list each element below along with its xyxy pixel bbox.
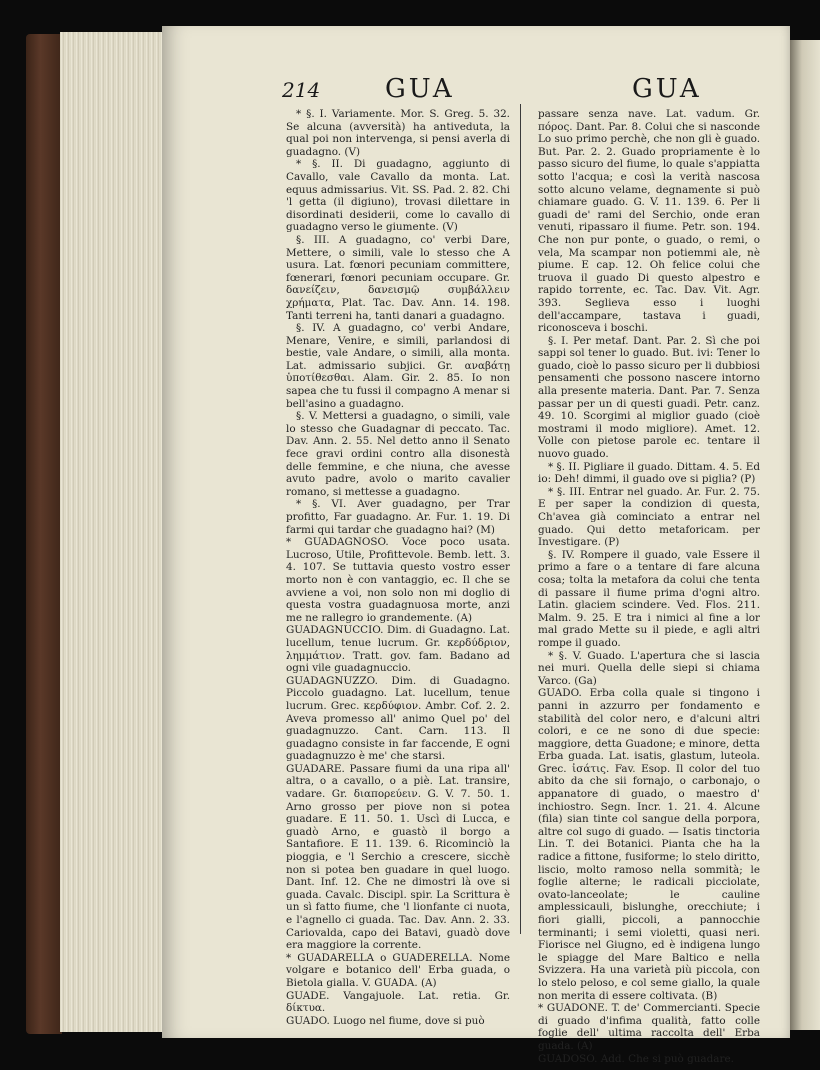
dictionary-entry: GUADE. Vangajuole. Lat. retia. Gr. δίκτυα. xyxy=(286,989,510,1015)
dictionary-entry: * §. II. Di guadagno, aggiunto di Cavallo, vale Cavallo da monta. Lat. equus admissarius. Vit. SS. Pad. 2. 82. Chi 'l getta (il digiuno), trovasi dilettare in disordinati desiderii, come lo cavallo di guadagno verso le giumente. (V) xyxy=(286,158,510,234)
dictionary-entry: GUADARE. Passare fiumi da una ripa all' altra, o a cavallo, o a piè. Lat. transire, vadare. Gr. διαπορεύειν. G. V. 7. 50. 1. Arno grosso per piove non si potea guadare. E 11. 50. 1. Uscì di Lucca, e guadò Arno, e guastò il borgo a Santafiore. E 11. 139. 6. Ricominciò la pioggia, e 'l Serchio a crescere, sicchè non si potea ben guadare in quel luogo. Dant. Inf. 12. Che ne dimostri là ove si guada. Cavalc. Discipl. spir. La Scrittura è un sì fatto fiume, che 'l lionfante ci nuota, e l'agnello ci guada. Tac. Dav. Ann. 2. 33. Cariovalda, capo dei Batavi, guadò dove era maggiore la corrente. xyxy=(286,762,510,952)
left-running-head: GUA xyxy=(385,74,455,104)
dictionary-entry: GUADO. Erba colla quale si tingono i panni in azzurro per fondamento e stabilità del color nero, e d'alcuni altri colori, e ce ne sono di due specie: maggiore, detta Guadone; e minore, detta Erba guada. Lat. isatis, glastum, luteola. Grec. ἰσάτις. Fav. Esop. Il color del tuo abito da che sii fornajo, o carbonajo, o appanatore di guado, o maestro d' inchiostro. Segn. Incr. 1. 21. 4. Alcune (fila) sian tinte col sangue della porpora, altre col sugo di guado. — Isatis tinctoria Lin. T. dei Botanici. Pianta che ha la radice a fittone, fusiforme; lo stelo diritto, liscio, molto ramoso nella sommità; le foglie alterne; le radicali picciolate, ovato-lanceolate; le cauline amplessicauli, bislunghe, orecchiute; i fiori gialli, piccoli, a pannocchie terminanti; i semi violetti, quasi neri. Fiorisce nel Giugno, ed è indigena lungo le spiagge del Mare Baltico e nella Svizzera. Ha una varietà più piccola, con lo stelo peloso, e col seme giallo, la quale non merita di essere coltivata. (B) xyxy=(538,687,760,1002)
dictionary-entry: * §. V. Guado. L'apertura che si lascia nei muri. Quella delle siepi si chiama Varco. (Ga) xyxy=(538,649,760,687)
dictionary-entry: * GUADARELLA o GUADERELLA. Nome volgare e botanico dell' Erba guada, o Bietola gialla. V. GUADA. (A) xyxy=(286,951,510,989)
dictionary-entry: GUADAGNUZZO. Dim. di Guadagno. Piccolo guadagno. Lat. lucellum, tenue lucrum. Grec. κερδύφιον. Ambr. Cof. 2. 2. Aveva promesso all' animo Quel po' del guadagnuzzo. Cant. Carn. 113. Il guadagno consiste in far faccende, E ogni guadagnuzzo è me' che starsi. xyxy=(286,674,510,763)
page-number: 214 xyxy=(282,78,321,102)
right-column xyxy=(538,108,760,1065)
dictionary-entry: * GUADONE. T. de' Commercianti. Specie di guado d'infima qualità, fatto colle foglie dell' ultima raccolta dell' Erba guada. (A) xyxy=(538,1002,760,1052)
page-edges xyxy=(60,32,168,1032)
dictionary-entry: §. IV. Rompere il guado, vale Essere il primo a fare o a tentare di fare alcuna cosa; tolta la metafora da colui che tenta di passare il fiume prima d'ogni altro. Latin. glaciem scindere. Ved. Flos. 211. Malm. 9. 25. E tra i nimici al fine a lor mal grado Mette su il piede, e agli altri rompe il guado. xyxy=(538,548,760,649)
dictionary-entry: passare senza nave. Lat. vadum. Gr. πόρος. Dant. Par. 8. Colui che si nasconde Lo suo primo perchè, che non gli è guado. But. Par. 2. 2. Guado propriamente è lo passo sicuro del fiume, lo quale s'appiatta sotto l'acqua; e così la verità nascosa sotto alcuno velame, degnamente si può chiamare guado. G. V. 11. 139. 6. Per li guadi de' rami del Serchio, onde eran venuti, ripassaro il fiume. Petr. son. 194. Che non pur ponte, o guado, o remi, o vela, Ma scampar non potiemmi ale, nè piume. E cap. 12. Oh felice colui che truova il guado Di questo alpestro e rapido torrente, ec. Tac. Dav. Vit. Agr. 393. Seglieva esso i luoghi dell'accampare, tastava i guadi, riconosceva i boschi. xyxy=(538,108,760,335)
dictionary-entry: §. IV. A guadagno, co' verbi Andare, Menare, Venire, e simili, parlandosi di bestie, vale Andare, o simili, alla monta. Lat. admissario subjici. Gr. αναβάτῃ ὑποτίθεσθαι. Alam. Gir. 2. 85. Io non sapea che tu fussi il compagno A menar si bell'asino a guadagno. xyxy=(286,322,510,410)
left-column xyxy=(286,108,510,1027)
dictionary-entry: §. III. A guadagno, co' verbi Dare, Mettere, o simili, vale lo stesso che A usura. Lat. fœnori pecuniam committere, fœnerari, fœnori pecuniam occupare. Gr. δανείζειν, δανεισμῷ συμβάλλειν χρήματα, Plat. Tac. Dav. Ann. 14. 198. Tanti terreni ha, tanti danari a guadagno. xyxy=(286,233,510,322)
dictionary-entry: §. I. Per metaf. Dant. Par. 2. Sì che poi sappi sol tener lo guado. But. ivi: Tener lo guado, cioè lo passo sicuro per li dubbiosi pensamenti che possono nascere intorno alla presente materia. Dant. Par. 7. Senza passar per un di questi guadi. Petr. canz. 49. 10. Scorgimi al miglior guado (cioè mostrami il modo migliore). Amet. 12. Volle con pietose parole ec. tentare il nuovo guado. xyxy=(538,334,760,461)
dictionary-entry: GUADOSO. Add. Che si può guadare. xyxy=(538,1052,734,1065)
dictionary-entry: GUADO. Luogo nel fiume, dove si può xyxy=(286,1014,485,1027)
right-running-head: GUA xyxy=(632,74,702,104)
dictionary-entry: §. V. Mettersi a guadagno, o simili, vale lo stesso che Guadagnar di peccato. Tac. Dav. Ann. 2. 55. Nel detto anno il Senato fece gravi ordini contro alla disonestà delle femmine, e che niuna, che avesse avuto padre, avolo o marito cavalier romano, si mettesse a guadagno. xyxy=(286,410,510,498)
dictionary-entry: GUADAGNUCCIO. Dim. di Guadagno. Lat. lucellum, tenue lucrum. Gr. κερδύδριον, λημμάτιον. Tratt. gov. fam. Badano ad ogni vile guadagnuccio. xyxy=(286,624,510,675)
book-binding xyxy=(26,34,62,1034)
column-divider xyxy=(520,104,521,934)
dictionary-entry: * §. I. Variamente. Mor. S. Greg. 5. 32. Se alcuna (avversità) ha antiveduta, la qual poi non intervenga, si pensi averla di guadagno. (V) xyxy=(286,108,510,158)
dictionary-entry: * §. III. Entrar nel guado. Ar. Fur. 2. 75. E per saper la condizion di questa, Ch'avea già cominciato a entrar nel guado. Qui detto metaforicam. per Investigare. (P) xyxy=(538,485,760,549)
dictionary-entry: * GUADAGNOSO. Voce poco usata. Lucroso, Utile, Profittevole. Bemb. lett. 3. 4. 107. Se tuttavia questo vostro esser morto non è con vantaggio, ec. Il che se avviene a voi, non solo non mi doglio di questa vostra guadagnuosa morte, anzi me ne rallegro io grandemente. (A) xyxy=(286,536,510,624)
dictionary-entry: * §. II. Pigliare il guado. Dittam. 4. 5. Ed io: Deh! dimmi, il guado ove si piglia? (P) xyxy=(538,460,760,486)
facing-page-edge xyxy=(790,40,820,1030)
dictionary-entry: * §. VI. Aver guadagno, per Trar profitto, Far guadagno. Ar. Fur. 1. 19. Di farmi qui tardar che guadagno hai? (M) xyxy=(286,498,510,536)
